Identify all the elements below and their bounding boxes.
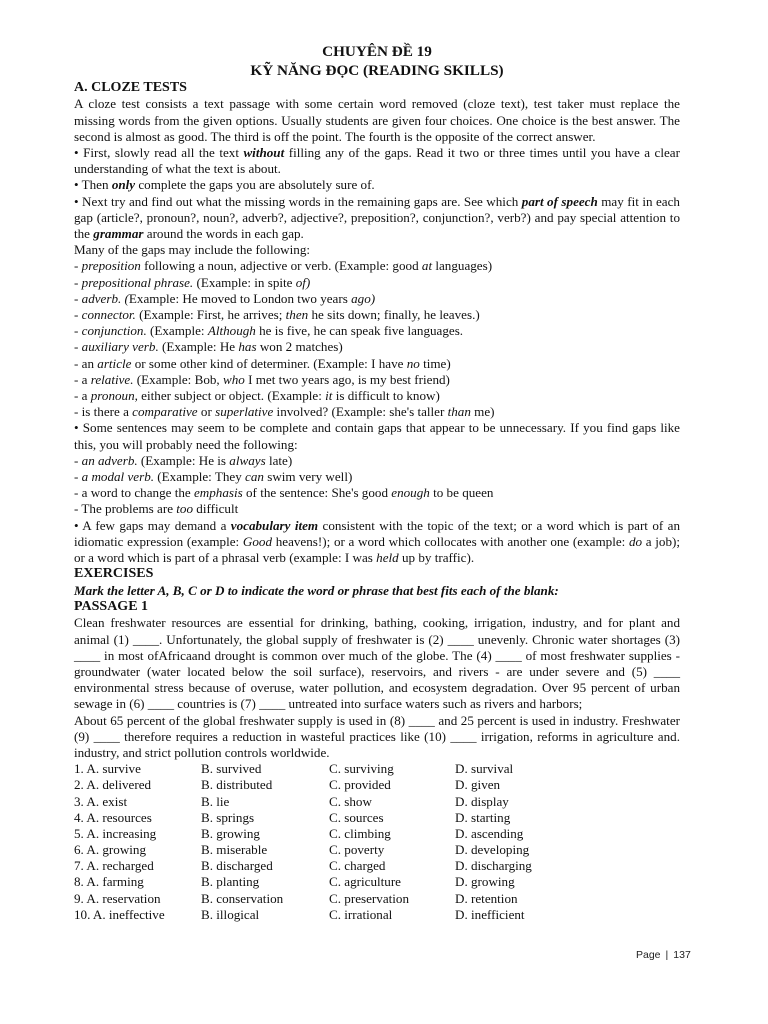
option-b: B. planting <box>201 874 260 890</box>
option-a: 10. A. ineffective <box>74 906 165 922</box>
option-d: D. display <box>455 793 509 809</box>
page-content <box>74 42 680 923</box>
exercise-instruction: Mark the letter A, B, C or D to indicate the word or phrase that best fits each of the blank: <box>74 582 559 598</box>
gap-item-connector: - connector. (Example: First, he arrives; then he sits down; finally, he leaves.) <box>74 307 480 323</box>
option-d: D. ascending <box>455 825 524 841</box>
option-d: D. given <box>455 777 501 793</box>
option-a: 7. A. recharged <box>74 858 154 874</box>
gap-item-conjunction: - conjunction. (Example: Although he is five, he can speak five languages. <box>74 323 464 339</box>
option-d: D. developing <box>455 842 530 858</box>
page-label: Page <box>636 949 661 961</box>
gap-types-intro: Many of the gaps may include the following: <box>74 242 311 258</box>
gap-item-relative: - a relative. (Example: Bob, who I met two years ago, is my best friend) <box>74 371 450 387</box>
gap-item-auxiliary-verb: - auxiliary verb. (Example: He has won 2 matches) <box>74 339 343 355</box>
option-d: D. growing <box>455 874 515 890</box>
option-d: D. survival <box>455 761 514 777</box>
chapter-title: CHUYÊN ĐỀ 19 <box>322 43 432 60</box>
option-a: 1. A. survive <box>74 761 141 777</box>
bullet-then: • Then only complete the gaps you are absolutely sure of. <box>74 177 375 193</box>
page-separator: | <box>665 949 669 961</box>
option-d: D. inefficient <box>455 906 525 922</box>
passage-text-continued: About 65 percent of the global freshwater supply is used in (8) ____ and 25 percent is used in industry. Freshwater (9) ____ therefore requires a reduction in wasteful practices like (10) ____ irrigation, reforms in agriculture and. industry, and strict pollution controls worldwide. <box>74 712 680 760</box>
question-row-10 <box>74 907 680 923</box>
option-c: C. preservation <box>329 890 409 906</box>
option-a: 2. A. delivered <box>74 777 152 793</box>
option-c: C. charged <box>329 858 386 874</box>
option-c: C. climbing <box>329 825 391 841</box>
option-b: B. discharged <box>201 858 273 874</box>
gap-item-too: - The problems are too difficult <box>74 501 239 517</box>
option-c: C. provided <box>329 777 391 793</box>
option-c: C. sources <box>329 809 384 825</box>
gap-item-article: - an article or some other kind of determiner. (Example: I have no time) <box>74 355 451 371</box>
bullet-vocabulary: • A few gaps may demand a vocabulary item consistent with the topic of the text; or a word which is part of an idiomatic expression (example: Good heavens!); or a word which collocates with another one (example: do a job); or a word which is part of a phrasal verb (example: I was held up by traffic). <box>74 517 681 566</box>
option-c: C. irrational <box>329 906 393 922</box>
page-number: 137 <box>673 949 691 961</box>
passage-text: Clean freshwater resources are essential for drinking, bathing, cooking, irrigation, industry, and for plant and animal (1) ____. Unfortunately, the global supply of freshwater is (2) ____ unevenly. Chronic water shortages (3) ____ in most ofAfricaand drought is common over much of the globe. The (4) ____ of most freshwater supplies - groundwater (water located below the soil surface), reservoirs, and rivers - are under severe and (5) ____ environmental stress because of overuse, water pollution, and ecosystem degradation. Over 95 percent of urban sewage in (6) ____ countries is (7) ____ untreated into surface waters such as rivers and harbors; <box>74 615 680 712</box>
question-row-7 <box>74 858 680 874</box>
option-a: 3. A. exist <box>74 793 128 809</box>
option-d: D. discharging <box>455 858 532 874</box>
option-b: B. lie <box>201 793 230 809</box>
answer-options <box>74 761 680 923</box>
intro-paragraph: A cloze test consists a text passage with some certain word removed (cloze text), test taker must replace the missing words from the given options. Usually students are given four choices. One choice is the best answer. The second is almost as good. The third is off the point. The fourth is the opposite of the correct answer. <box>74 96 680 144</box>
gap-item-modal-verb: - a modal verb. (Example: They can swim very well) <box>74 469 353 485</box>
gap-item-emphasis: - a word to change the emphasis of the sentence: She's good enough to be queen <box>74 485 494 501</box>
gap-item-pronoun: - a pronoun, either subject or object. (Example: it is difficult to know) <box>74 388 440 404</box>
question-row-2 <box>74 777 680 793</box>
gap-item-prepositional-phrase: - prepositional phrase. (Example: in spite of) <box>74 274 311 290</box>
question-row-1 <box>74 761 680 777</box>
option-a: 9. A. reservation <box>74 890 161 906</box>
option-d: D. starting <box>455 809 511 825</box>
gap-item-preposition: - preposition following a noun, adjective or verb. (Example: good at languages) <box>74 258 493 274</box>
option-b: B. distributed <box>201 777 273 793</box>
option-b: B. illogical <box>201 906 260 922</box>
chapter-subtitle: KỸ NĂNG ĐỌC (READING SKILLS) <box>250 62 504 79</box>
option-c: C. surviving <box>329 761 394 777</box>
gap-item-comparative: - is there a comparative or superlative involved? (Example: she's taller than me) <box>74 404 495 420</box>
option-a: 8. A. farming <box>74 874 144 890</box>
option-d: D. retention <box>455 890 518 906</box>
bullet-next: • Next try and find out what the missing words in the remaining gaps are. See which part of speech may fit in each gap (article?, pronoun?, noun?, adverb?, adjective?, preposition?, conjunction?, verb?) and pay special attention to the grammar around the words in each gap. <box>74 193 680 242</box>
option-a: 4. A. resources <box>74 809 152 825</box>
page-footer <box>636 947 691 963</box>
option-b: B. conservation <box>201 890 284 906</box>
bullet-unnecessary-gaps: • Some sentences may seem to be complete and contain gaps that appear to be unnecessary. If you find gaps like this, you will probably need the following: <box>74 420 680 452</box>
exercises-heading: EXERCISES <box>74 566 154 582</box>
question-row-9 <box>74 891 680 907</box>
option-b: B. growing <box>201 825 260 841</box>
question-row-5 <box>74 826 680 842</box>
question-row-3 <box>74 794 680 810</box>
section-a-heading: A. CLOZE TESTS <box>74 80 187 95</box>
option-c: C. agriculture <box>329 874 401 890</box>
bullet-first: • First, slowly read all the text without filling any of the gaps. Read it two or three times until you have a clear understanding of what the text is about. <box>74 145 680 177</box>
option-a: 6. A. growing <box>74 842 147 858</box>
option-c: C. poverty <box>329 842 385 858</box>
option-b: B. survived <box>201 761 262 777</box>
option-b: B. springs <box>201 809 255 825</box>
option-a: 5. A. increasing <box>74 825 157 841</box>
gap-item-adverb: - adverb. (Example: He moved to London two years ago) <box>74 290 376 306</box>
gap-item-an-adverb: - an adverb. (Example: He is always late) <box>74 452 293 468</box>
question-row-6 <box>74 842 680 858</box>
option-c: C. show <box>329 793 372 809</box>
question-row-8 <box>74 874 680 890</box>
question-row-4 <box>74 810 680 826</box>
passage-heading: PASSAGE 1 <box>74 598 149 614</box>
option-b: B. miserable <box>201 842 268 858</box>
